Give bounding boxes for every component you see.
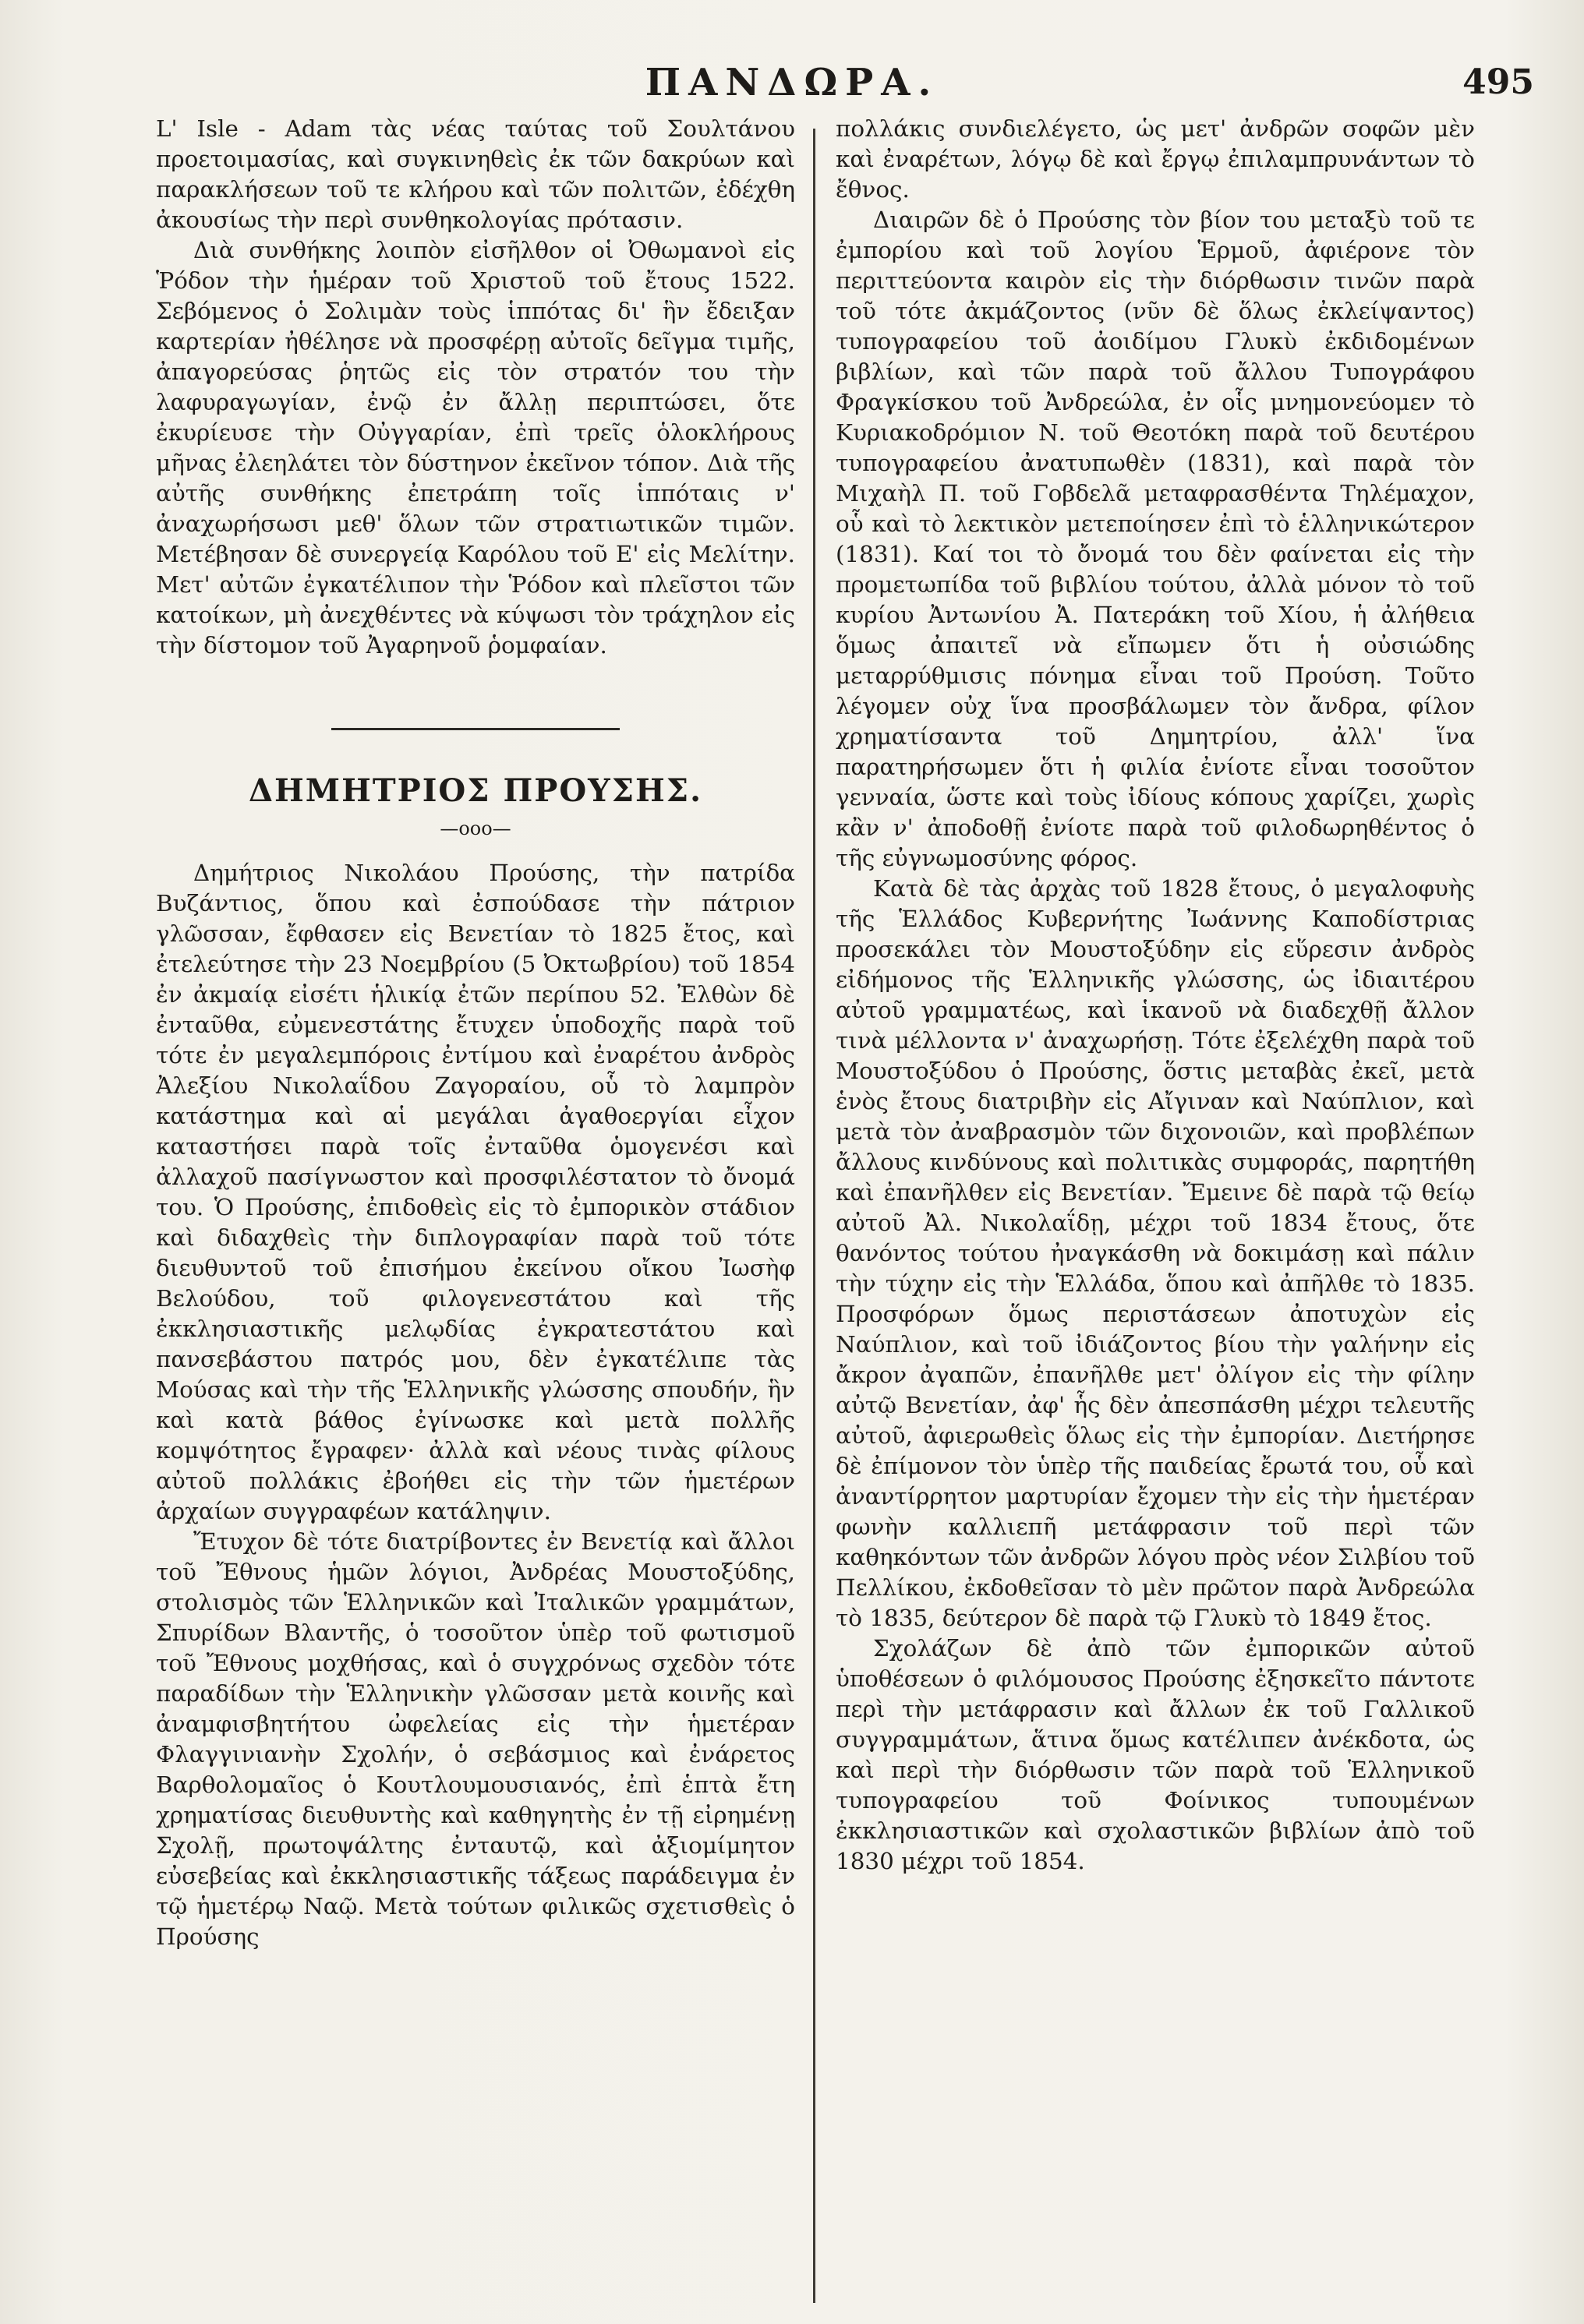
article-paragraph: Κατὰ δὲ τὰς ἀρχὰς τοῦ 1828 ἔτους, ὁ μεγαλοφυὴς τῆς Ἑλλάδος Κυβερνήτης Ἰωάννης Καποδίστριας προσεκάλει τὸν Μουστοξύδην εἰς εὕρεσιν ἀνδρὸς εἰδήμονος τῆς Ἑλληνικῆς γλώσσης, ὡς ἰδιαιτέρου αὐτοῦ γραμματέως, καὶ ἱκανοῦ νὰ διαδεχθῇ ἄλλον τινὰ μέλλοντα ν' ἀναχωρήσῃ. Τότε ἐξελέχθη παρὰ τοῦ Μουστοξύδου ὁ Προύσης, ὅστις μεταβὰς ἐκεῖ, μετὰ ἑνὸς ἔτους διατριβὴν εἰς Αἴγιναν καὶ Ναύπλιον, καὶ μετὰ τὸν ἀναβρασμὸν τῶν διχονοιῶν, καὶ προβλέπων ἄλλους κινδύνους καὶ πολιτικὰς συμφοράς, παρητήθη καὶ ἐπανῆλθεν εἰς Βενετίαν. Ἔμεινε δὲ παρὰ τῷ θείῳ αὐτοῦ Ἀλ. Νικολαΐδῃ, μέχρι τοῦ 1834 ἔτους, ὅτε θανόντος τούτου ἠναγκάσθη νὰ δοκιμάσῃ καὶ πάλιν τὴν τύχην εἰς τὴν Ἑλλάδα, ὅπου καὶ ἀπῆλθε τὸ 1835. Προσφόρων ὅμως περιστάσεων ἀποτυχὼν εἰς Ναύπλιον, καὶ τοῦ ἰδιάζοντος βίου τὴν γαλήνην εἰς ἄκρον ἀγαπῶν, ἐπανῆλθε μετ' ὀλίγον εἰς τὴν φίλην αὐτῷ Βενετίαν, ἀφ' ἧς δὲν ἀπεσπάσθη μέχρι τελευτῆς αὐτοῦ, ἀφιερωθεὶς ὅλως εἰς τὴν ἐμπορίαν. Διετήρησε δὲ ἐπίμονον τὸν ὑπὲρ τῆς παιδείας ἔρωτά του, οὗ καὶ ἀναντίρρητον μαρτυρίαν ἔχομεν τὴν εἰς τὴν ἡμετέραν φωνὴν καλλιεπῆ μετάφρασιν τοῦ περὶ τῶν καθηκόντων τῶν ἀνδρῶν λόγου πρὸς νέον Σιλβίου τοῦ Πελλίκου, ἐκδοθεῖσαν τὸ μὲν πρῶτον παρὰ Ἀνδρεώλα τὸ 1835, δεύτερον δὲ παρὰ τῷ Γλυκὺ τὸ 1849 ἔτος. [836,875,1475,1631]
journal-title: ΠΑΝΔΩΡΑ. [645,61,939,104]
article-paragraph: Διαιρῶν δὲ ὁ Προύσης τὸν βίον του μεταξὺ τοῦ τε ἐμπορίου καὶ τοῦ λογίου Ἑρμοῦ, ἀφιέρονε τὸν περιττεύοντα καιρὸν εἰς τὴν διόρθωσιν τινῶν παρὰ τοῦ τότε ἀκμάζοντος (νῦν δὲ ὅλως ἐκλείψαντος) τυπογραφείου τοῦ ἀοιδίμου Γλυκὺ ἐκδιδομένων βιβλίων, καὶ τῶν παρὰ τοῦ ἄλλου Τυπογράφου Φραγκίσκου τοῦ Ἀνδρεώλα, ἐν οἷς μνημονεύομεν τὸ Κυριακοδρόμιον Ν. τοῦ Θεοτόκη παρὰ τοῦ δευτέρου τυπογραφείου ἀνατυπωθὲν (1831), καὶ παρὰ τὸν Μιχαὴλ Π. τοῦ Γοβδελᾶ μεταφρασθέντα Τηλέμαχον, οὗ καὶ τὸ λεκτικὸν μετεποίησεν ἐπὶ τὸ ἑλληνικώτερον (1831). Καί τοι τὸ ὄνομά του δὲν φαίνεται εἰς τὴν προμετωπίδα τοῦ βιβλίου τούτου, ἀλλὰ μόνον τὸ τοῦ κυρίου Ἀντωνίου Ἀ. Πατεράκη τοῦ Χίου, ἡ ἀλήθεια ὅμως ἀπαιτεῖ νὰ εἴπωμεν ὅτι ἡ οὐσιώδης μεταρρύθμισις πόνημα εἶναι τοῦ Προύση. Τοῦτο λέγομεν οὐχ ἵνα προσβάλωμεν τὸν ἄνδρα, φίλον χρηματίσαντα τοῦ Δημητρίου, ἀλλ' ἵνα παρατηρήσωμεν ὅτι ἡ φιλία ἐνίοτε εἶναι τοσοῦτον γενναία, ὥστε καὶ τοὺς ἰδίους κόπους χαρίζει, χωρὶς κἂν ν' ἀποδοθῇ ἐνίοτε παρὰ τοῦ φιλοδωρηθέντος ὁ τῆς εὐγνωμοσύνης φόρος. [836,207,1475,871]
article-paragraph: πολλάκις συνδιελέγετο, ὡς μετ' ἀνδρῶν σοφῶν μὲν καὶ ἐναρέτων, λόγῳ δὲ καὶ ἔργῳ ἐπιλαμπρυνάντων τὸ ἔθνος. [836,115,1475,203]
column-divider [813,129,815,2303]
continued-text-paragraph: L' Isle - Adam τὰς νέας ταύτας τοῦ Σουλτάνου προετοιμασίας, καὶ συγκινηθεὶς ἐκ τῶν δακρύων καὶ παρακλήσεων τοῦ τε κλήρου καὶ τῶν πολιτῶν, ἐδέχθη ἀκουσίως τὴν περὶ συνθηκολογίας πρότασιν. [156,115,795,233]
left-column [156,114,795,1952]
section-rule [331,728,620,730]
continued-text-paragraph: Διὰ συνθήκης λοιπὸν εἰσῆλθον οἱ Ὀθωμανοὶ εἰς Ῥόδον τὴν ἡμέραν τοῦ Χριστοῦ τοῦ ἔτους 1522. Σεβόμενος ὁ Σολιμὰν τοὺς ἱππότας δι' ἣν ἔδειξαν καρτερίαν ἠθέλησε νὰ προσφέρῃ αὐτοῖς δεῖγμα τιμῆς, ἀπαγορεύσας ῥητῶς εἰς τὸν στρατόν του τὴν λαφυραγωγίαν, ἐνῷ ἐν ἄλλῃ περιπτώσει, ὅτε ἐκυρίευσε τὴν Οὐγγαρίαν, ἐπὶ τρεῖς ὁλοκλήρους μῆνας ἐλεηλάτει τὸν δύστηνον ἐκεῖνον τόπον. Διὰ τῆς αὐτῆς συνθήκης ἐπετράπη τοῖς ἱππόταις ν' ἀναχωρήσωσι μεθ' ὅλων τῶν στρατιωτικῶν τιμῶν. Μετέβησαν δὲ συνεργείᾳ Καρόλου τοῦ Ε' εἰς Μελίτην. Μετ' αὐτῶν ἐγκατέλιπον τὴν Ῥόδον καὶ πλεῖστοι τῶν κατοίκων, μὴ ἀνεχθέντες νὰ κύψωσι τὸν τράχηλον εἰς τὴν δίστομον τοῦ Ἀγαρηνοῦ ῥομφαίαν. [156,237,795,659]
article-paragraph: Ἔτυχον δὲ τότε διατρίβοντες ἐν Βενετίᾳ καὶ ἄλλοι τοῦ Ἔθνους ἡμῶν λόγιοι, Ἀνδρέας Μουστοξύδης, στολισμὸς τῶν Ἑλληνικῶν καὶ Ἰταλικῶν γραμμάτων, Σπυρίδων Βλαντῆς, ὁ τοσοῦτον ὑπὲρ τοῦ φωτισμοῦ τοῦ Ἔθνους μοχθήσας, καὶ ὁ συγχρόνως σχεδὸν τότε παραδίδων τὴν Ἑλληνικὴν γλῶσσαν μετὰ κοινῆς καὶ ἀναμφισβητήτου ὠφελείας εἰς τὴν ἡμετέραν Φλαγγινιανὴν Σχολήν, ὁ σεβάσμιος καὶ ἐνάρετος Βαρθολομαῖος ὁ Κουτλουμουσιανός, ἐπὶ ἑπτὰ ἔτη χρηματίσας διευθυντὴς καὶ καθηγητὴς ἐν τῇ εἰρημένῃ Σχολῇ, πρωτοψάλτης ἐνταυτῷ, καὶ ἀξιομίμητον εὐσεβείας καὶ ἐκκλησιαστικῆς τάξεως παράδειγμα ἐν τῷ ἡμετέρῳ Ναῷ. Μετὰ τούτων φιλικῶς σχετισθεὶς ὁ Προύσης [156,1528,795,1950]
page-number: 495 [1462,62,1534,102]
right-column [836,114,1475,1877]
article-paragraph: Δημήτριος Νικολάου Προύσης, τὴν πατρίδα Βυζάντιος, ὅπου καὶ ἐσπούδασε τὴν πάτριον γλῶσσαν, ἔφθασεν εἰς Βενετίαν τὸ 1825 ἔτος, καὶ ἐτελεύτησε τὴν 23 Νοεμβρίου (5 Ὀκτωβρίου) τοῦ 1854 ἐν ἀκμαίᾳ εἰσέτι ἡλικίᾳ ἐτῶν περίπου 52. Ἐλθὼν δὲ ἐνταῦθα, εὐμενεστάτης ἔτυχεν ὑποδοχῆς παρὰ τοῦ τότε ἐν μεγαλεμπόροις ἐντίμου καὶ ἐναρέτου ἀνδρὸς Ἀλεξίου Νικολαΐδου Ζαγοραίου, οὗ τὸ λαμπρὸν κατάστημα καὶ αἱ μεγάλαι ἀγαθοεργίαι εἶχον καταστήσει παρὰ τοῖς ἐνταῦθα ὁμογενέσι καὶ ἀλλαχοῦ πασίγνωστον καὶ προσφιλέστατον τὸ ὄνομά του. Ὁ Προύσης, ἐπιδοθεὶς εἰς τὸ ἐμπορικὸν στάδιον καὶ διδαχθεὶς τὴν διπλογραφίαν παρὰ τοῦ τότε διευθυντοῦ τοῦ ἐπισήμου ἐκείνου οἴκου Ἰωσὴφ Βελούδου, τοῦ φιλογενεστάτου καὶ τῆς ἐκκλησιαστικῆς μελῳδίας ἐγκρατεστάτου καὶ πανσεβάστου πατρός μου, δὲν ἐγκατέλιπε τὰς Μούσας καὶ τὴν τῆς Ἑλληνικῆς γλώσσης σπουδήν, ἣν καὶ κατὰ βάθος ἐγίνωσκε καὶ μετὰ πολλῆς κομψότητος ἔγραφεν· ἀλλὰ καὶ νέους τινὰς φίλους αὐτοῦ πολλάκις ἐβοήθει εἰς τὴν τῶν ἡμετέρων ἀρχαίων συγγραφέων κατάληψιν. [156,860,795,1524]
article-title: ΔΗΜΗΤΡΙΟΣ ΠΡΟΥΣΗΣ. [248,772,703,809]
article-paragraph: Σχολάζων δὲ ἀπὸ τῶν ἐμπορικῶν αὐτοῦ ὑποθέσεων ὁ φιλόμουσος Προύσης ἐξησκεῖτο πάντοτε περὶ τὴν μετάφρασιν καὶ ἄλλων ἐκ τοῦ Γαλλικοῦ συγγραμμάτων, ἅτινα ὅμως κατέλιπεν ἀνέκδοτα, ὡς καὶ περὶ τὴν διόρθωσιν τῶν παρὰ τοῦ Ἑλληνικοῦ τυπογραφείου τοῦ Φοίνικος τυπουμένων ἐκκλησιαστικῶν καὶ σχολαστικῶν βιβλίων ἀπὸ τοῦ 1830 μέχρι τοῦ 1854. [836,1635,1475,1874]
title-ornament: —οοο— [440,818,511,839]
running-head [0,61,1584,108]
